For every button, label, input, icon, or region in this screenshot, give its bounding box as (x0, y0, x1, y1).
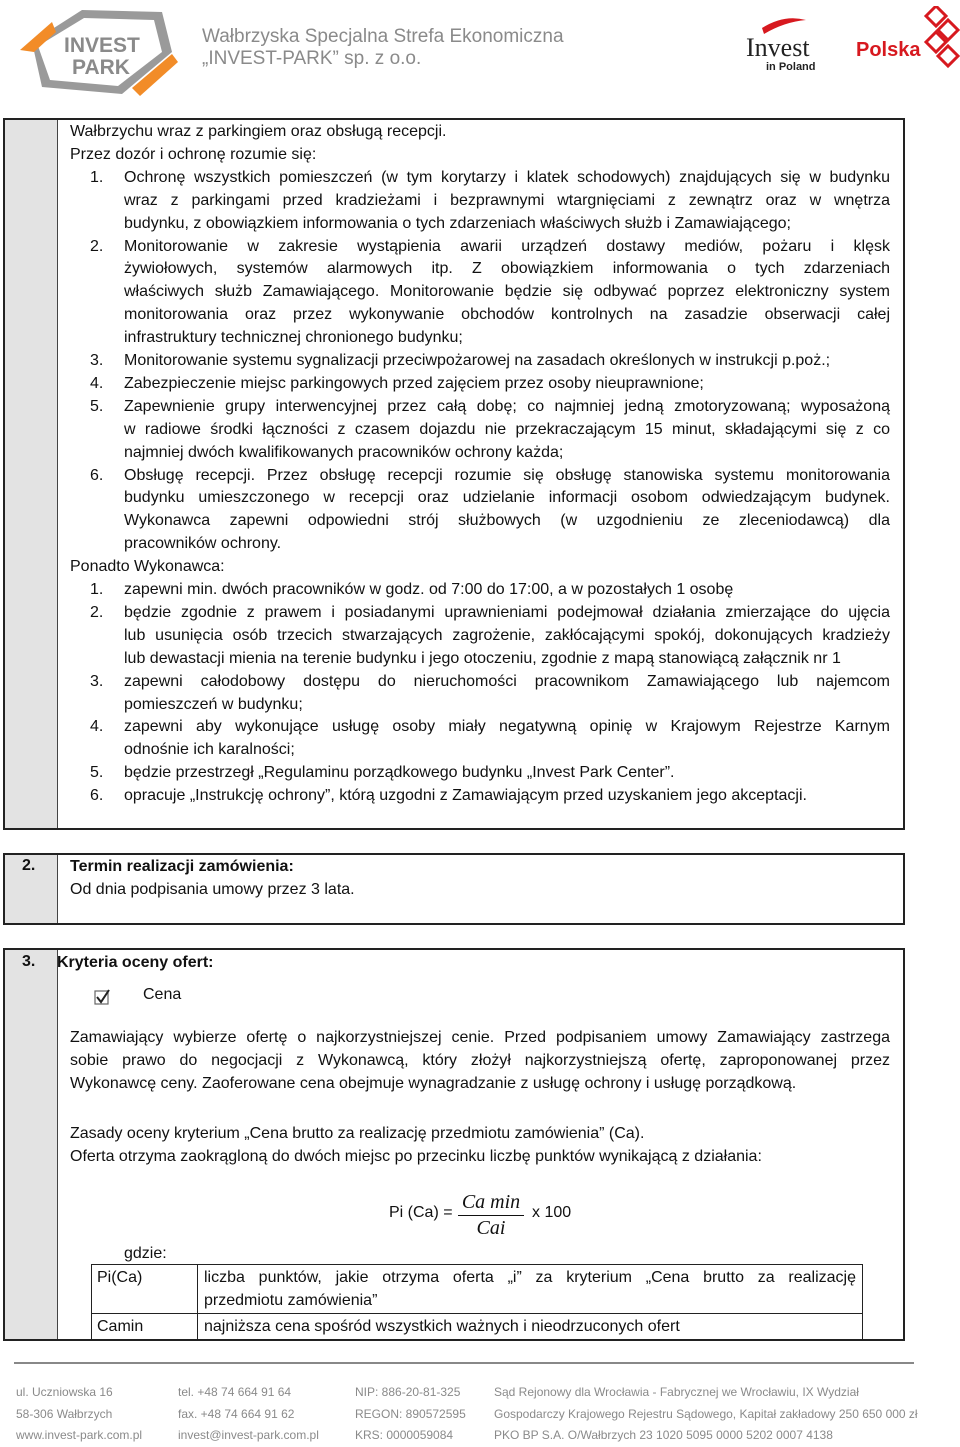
footer-regon: REGON: 890572595 (355, 1406, 466, 1421)
obligation-5-line-1: będzie przestrzegł „Regulaminu porządkowego budynku „Invest Park Center”. (124, 764, 675, 782)
item-1-line-1: Ochronę wszystkich pomieszczeń (w tym korytarzy i klatek schodowych) znajdujących się w budynku (124, 168, 890, 186)
gdzie-label: gdzie: (124, 1245, 167, 1262)
para-1-line-3: Wykonawcę ceny. Zaoferowane cena obejmuje wynagradzanie z usługę ochrony i usługę porządkową. (70, 1074, 797, 1092)
item-6-line-2: budynku umieszczonego w recepcji oraz udzielanie informacji osobom odwiedzającym budynek. (124, 489, 890, 507)
item-number: 3. (90, 672, 104, 690)
item-2-line-3: właściwych służb Zamawiającego. Monitorowanie będzie się odbywać poprzez elektroniczny system (124, 283, 890, 301)
item-4-line-1: Zabezpieczenie miejsc parkingowych przed zajęciem przez osoby nieuprawnione; (124, 374, 704, 392)
item-5-line-1: Zapewnienie grupy interwencyjnej przez całą dobę; co najmniej jedną zmotoryzowaną; wyposażoną (124, 397, 890, 415)
item-1-line-3: budynku, z obowiązkiem informowania o tych zdarzeniach właściwych służb i Zamawiającego; (124, 214, 791, 232)
checkbox-checked-icon[interactable] (94, 988, 112, 1006)
formula-lhs: Pi (Ca) = (389, 1204, 453, 1221)
item-2-line-1: Monitorowanie w zakresie wystąpienia awarii urządzeń dostawy mediów, pożaru i klęsk (124, 237, 890, 255)
footer-court-line-1: Sąd Rejonowy dla Wrocławia - Fabrycznej we Wrocławiu, IX Wydział (494, 1385, 859, 1399)
invest-text: Invest (746, 33, 810, 62)
footer-fax: fax. +48 74 664 91 62 (178, 1406, 295, 1421)
org-name (202, 26, 564, 70)
obligation-2-line-1: będzie zgodnie z prawem i posiadanymi uprawnieniami podejmował działania zmierzające do ujęcia (124, 603, 890, 621)
footer-address-line-1: ul. Uczniowska 16 (16, 1385, 113, 1399)
footer-krs: KRS: 0000059084 (355, 1428, 454, 1442)
section-3-number: 3. (22, 953, 36, 970)
obligation-3-line-2: pomieszczeń w budynku; (124, 695, 303, 713)
footer-nip: NIP: 886-20-81-325 (355, 1385, 461, 1399)
item-2-line-4: monitorowania oraz przez wykonywanie obchodów kontrolnych na zasadzie obserwacji całej (124, 306, 890, 324)
obligation-2-line-3: lub dewastacji mienia na terenie budynku i jego otoczeniu, zgodnie z mapą stanowiącą załącznik nr 1 (124, 649, 841, 667)
obligation-6-line-1: opracuje „Instrukcję ochrony”, którą uzgodni z Zamawiającym przed uzyskaniem jego akceptacji. (124, 787, 807, 805)
footer-court (494, 1382, 918, 1447)
item-number: 2. (90, 603, 104, 621)
para-2-line-2: Oferta otrzyma zaokrągloną do dwóch miejsc po przecinku liczbę punktów wynikającą z działania: (70, 1147, 762, 1165)
item-number: 3. (90, 352, 104, 369)
org-name-line2: „INVEST-PARK” sp. z o.o. (202, 48, 422, 69)
footer-address (16, 1382, 142, 1447)
invest-park-logo (12, 2, 182, 102)
para-1-line-1: Zamawiający wybierze ofertę o najkorzystniejszej cenie. Przed podpisaniem umowy Zamawiający zastrzega (70, 1029, 890, 1046)
footer-bank: PKO BP S.A. O/Wałbrzych 23 1020 5095 0000 5202 0007 4138 (494, 1428, 833, 1442)
item-5-line-3: najmniej dwóch kwalifikowanych pracowników ochrony każda; (124, 443, 564, 461)
para-1-line-2: sobie prawo do negocjacji z Wykonawcą, który złożył najkorzystniejszą ofertę, zaproponowanej przez (70, 1051, 890, 1069)
polska-logo (856, 6, 960, 72)
section-3-gutter (5, 950, 58, 1339)
polska-text: Polska (856, 39, 921, 61)
formula-denominator: Cai (476, 1217, 506, 1239)
item-2-line-2: żywiołowych, systemów alarmowych itp. Z obowiązkiem informowania o tych zdarzeniach (124, 260, 890, 278)
item-6-line-4: pracowników ochrony. (124, 535, 282, 553)
table-term-1: Pi(Ca) (97, 1269, 143, 1286)
footer-registry (355, 1382, 466, 1447)
footer-phone: tel. +48 74 664 91 64 (178, 1385, 292, 1399)
item-5-line-2: w radiowe środki łączności z czasem dojazdu nie przekraczającym 15 minut, składającymi się z co (124, 420, 890, 438)
formula-numerator: Ca min (461, 1191, 521, 1213)
para-2-line-1: Zasady oceny kryterium „Cena brutto za realizację przedmiotu zamówienia” (Ca). (70, 1125, 645, 1142)
footer-rule (14, 1362, 914, 1364)
item-3-line-1: Monitorowanie systemu sygnalizacji przeciwpożarowej na zasadach określonych w instrukcji p.poż.; (124, 352, 831, 369)
item-number: 4. (90, 718, 104, 736)
obligation-1-line-1: zapewni min. dwóch pracowników w godz. od 7:00 do 17:00, a w pozostałych 1 osobę (124, 581, 734, 598)
definitions-table (91, 1264, 863, 1340)
section-2-number: 2. (22, 857, 36, 874)
obligation-3-line-1: zapewni całodobowy dostępu do nieruchomości pracownikom Zamawiającego lub najemcom (124, 672, 890, 690)
footer-contact (178, 1382, 319, 1447)
item-number: 2. (90, 237, 104, 255)
intro-line-1: Wałbrzychu wraz z parkingiem oraz obsługą recepcji. (70, 123, 447, 140)
footer-website[interactable]: www.invest-park.com.pl (16, 1428, 143, 1442)
obligation-4-line-2: odnośnie ich karalności; (124, 741, 295, 759)
footer-email[interactable]: invest@invest-park.com.pl (178, 1428, 319, 1442)
item-number: 6. (90, 466, 104, 484)
item-number: 5. (90, 397, 104, 415)
obligation-4-line-1: zapewni aby wykonujące usługę osoby miały negatywną opinię w Krajowym Rejestrze Karnym (124, 718, 890, 736)
section-2-title: Termin realizacji zamówienia: (70, 858, 294, 875)
formula-rhs: x 100 (532, 1204, 572, 1221)
in-poland-text: in Poland (766, 61, 816, 72)
ponadto-label: Ponadto Wykonawca: (70, 558, 225, 576)
section-3-title: Kryteria oceny ofert: (57, 954, 214, 971)
intro-line-2: Przez dozór i ochronę rozumie się: (70, 145, 317, 163)
item-2-line-5: infrastruktury technicznej chronionego budynku; (124, 329, 463, 347)
item-number: 6. (90, 787, 104, 805)
org-name-line1: Wałbrzyska Specjalna Strefa Ekonomiczna (202, 26, 564, 47)
table-def-1-line-2: przedmiotu zamówienia” (204, 1291, 378, 1309)
logo-invest-text: INVEST (64, 34, 140, 57)
item-number: 1. (90, 168, 104, 186)
table-def-1-line-1: liczba punktów, jakie otrzyma oferta „i” za kryterium „Cena brutto za realizację (204, 1269, 856, 1286)
table-row-divider (92, 1313, 862, 1314)
footer-address-line-2: 58-306 Wałbrzych (16, 1406, 113, 1421)
table-def-2: najniższa cena spośród wszystkich ważnych i nieodrzuconych ofert (204, 1318, 680, 1335)
formula-fraction (456, 1190, 526, 1240)
section-1-gutter (5, 120, 58, 828)
obligation-2-line-2: lub usunięcia osób trzecich stwarzających zagrożenie, zakłócającymi spokój, dokonujących kradzieży (124, 626, 890, 644)
table-col-divider (197, 1265, 198, 1339)
section-2-text: Od dnia podpisania umowy przez 3 lata. (70, 881, 355, 898)
item-1-line-2: wraz z parkingami przed kradzieżami i bezprawnymi wtargnięciami z zewnątrz oraz w wnętrza (124, 191, 890, 209)
item-number: 4. (90, 374, 104, 392)
invest-in-poland-logo (744, 10, 828, 72)
item-number: 1. (90, 581, 104, 598)
checkbox-label: Cena (143, 986, 182, 1003)
item-6-line-3: Wykonawca zapewni odpowiedni strój służbowych (w uzgodnieniu ze zleceniodawcą) dla (124, 512, 890, 530)
item-number: 5. (90, 764, 104, 782)
logo-park-text: PARK (72, 56, 130, 79)
table-term-2: Camin (97, 1318, 144, 1335)
footer-court-line-2: Gospodarczy Krajowego Rejestru Sądowego, Kapitał zakładowy 250 650 000 zł (494, 1406, 918, 1421)
item-6-line-1: Obsługę recepcji. Przez obsługę recepcji rozumie się obsługę stanowiska systemu monitorowania (124, 466, 890, 484)
